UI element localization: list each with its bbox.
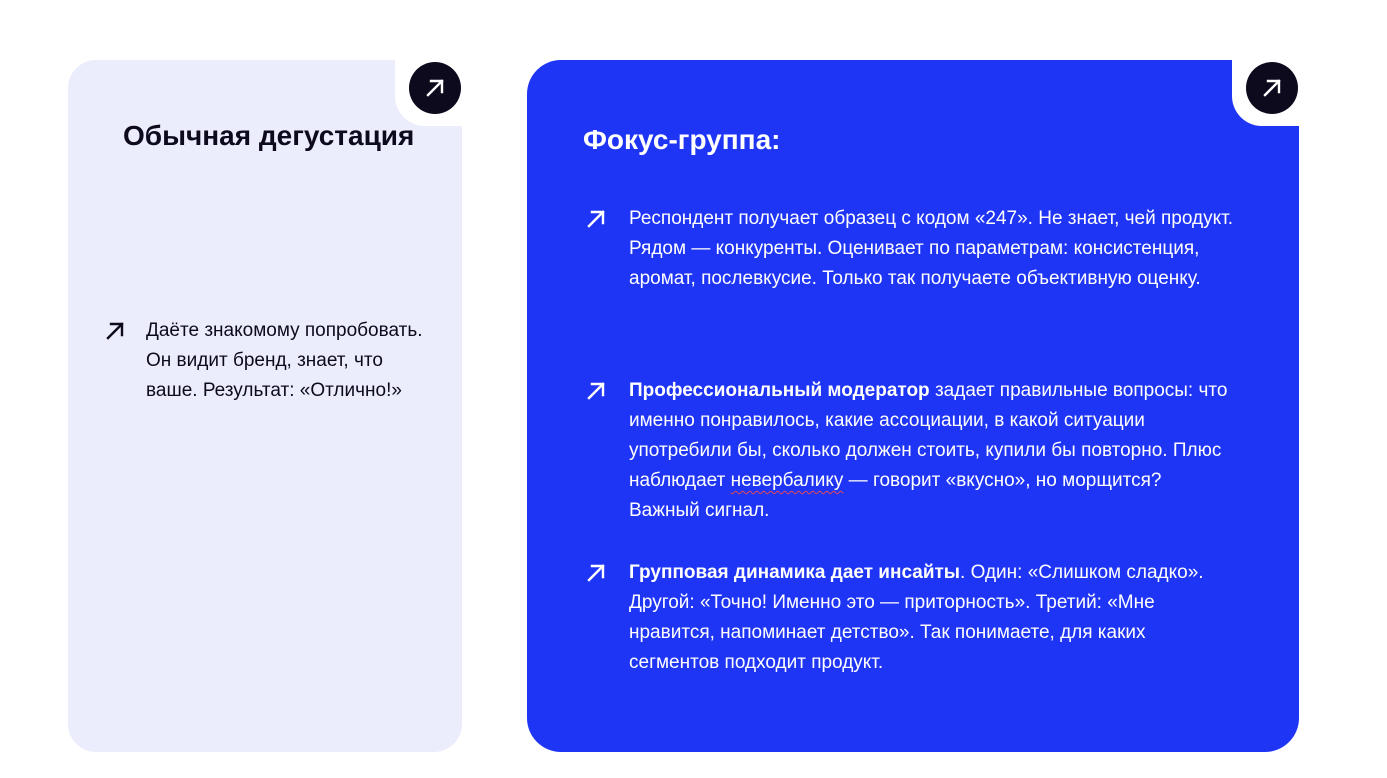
arrow-up-right-icon — [104, 320, 126, 342]
bullet-body-end: — говорит «вкусно», но морщится? Важный сигнал. — [629, 470, 1162, 521]
card-title: Обычная дегустация — [123, 120, 415, 151]
focus-group-card — [527, 60, 1299, 752]
bullet-text: Респондент получает образец с кодом «247». Не знает, чей продукт. Рядом — конкуренты. Оценивает по параметрам: консистенция, аромат, послевкусие. Только так получаете объективную оценку. — [629, 208, 1234, 289]
arrow-up-right-icon — [585, 208, 607, 230]
bullet-text: Даёте знакомому попробовать. Он видит бренд, знает, что ваше. Результат: «Отлично!» — [146, 320, 423, 401]
open-focus-group-button[interactable] — [1246, 62, 1298, 114]
bullet-bold-lead: Профессиональный модератор — [629, 380, 930, 401]
list-item — [585, 558, 1235, 678]
arrow-up-right-icon — [585, 380, 607, 402]
bullet-body: задает правильные вопросы: что именно понравилось, какие ассоциации, в какой ситуации употребили бы, сколько должен стоить, купили бы повторно. Плюс наблюдает — [629, 380, 1228, 491]
bullet-text — [629, 376, 1235, 526]
regular-tasting-card — [68, 60, 462, 752]
card-title: Фокус-группа: — [583, 124, 781, 155]
arrow-up-right-icon — [424, 77, 446, 99]
list-item — [104, 316, 424, 406]
arrow-up-right-icon — [1261, 77, 1283, 99]
list-item — [585, 376, 1235, 526]
bullet-text — [629, 558, 1235, 678]
spellcheck-marked-word: невербалику — [730, 470, 844, 491]
list-item — [585, 204, 1235, 294]
open-regular-tasting-button[interactable] — [409, 62, 461, 114]
bullet-bold-lead: Групповая динамика дает инсайты — [629, 562, 961, 583]
arrow-up-right-icon — [585, 562, 607, 584]
bullet-body: . Один: «Слишком сладко». Другой: «Точно! Именно это — приторность». Третий: «Мне нравится, напоминает детство». Так понимаете, для каких сегментов подходит продукт. — [629, 562, 1204, 673]
